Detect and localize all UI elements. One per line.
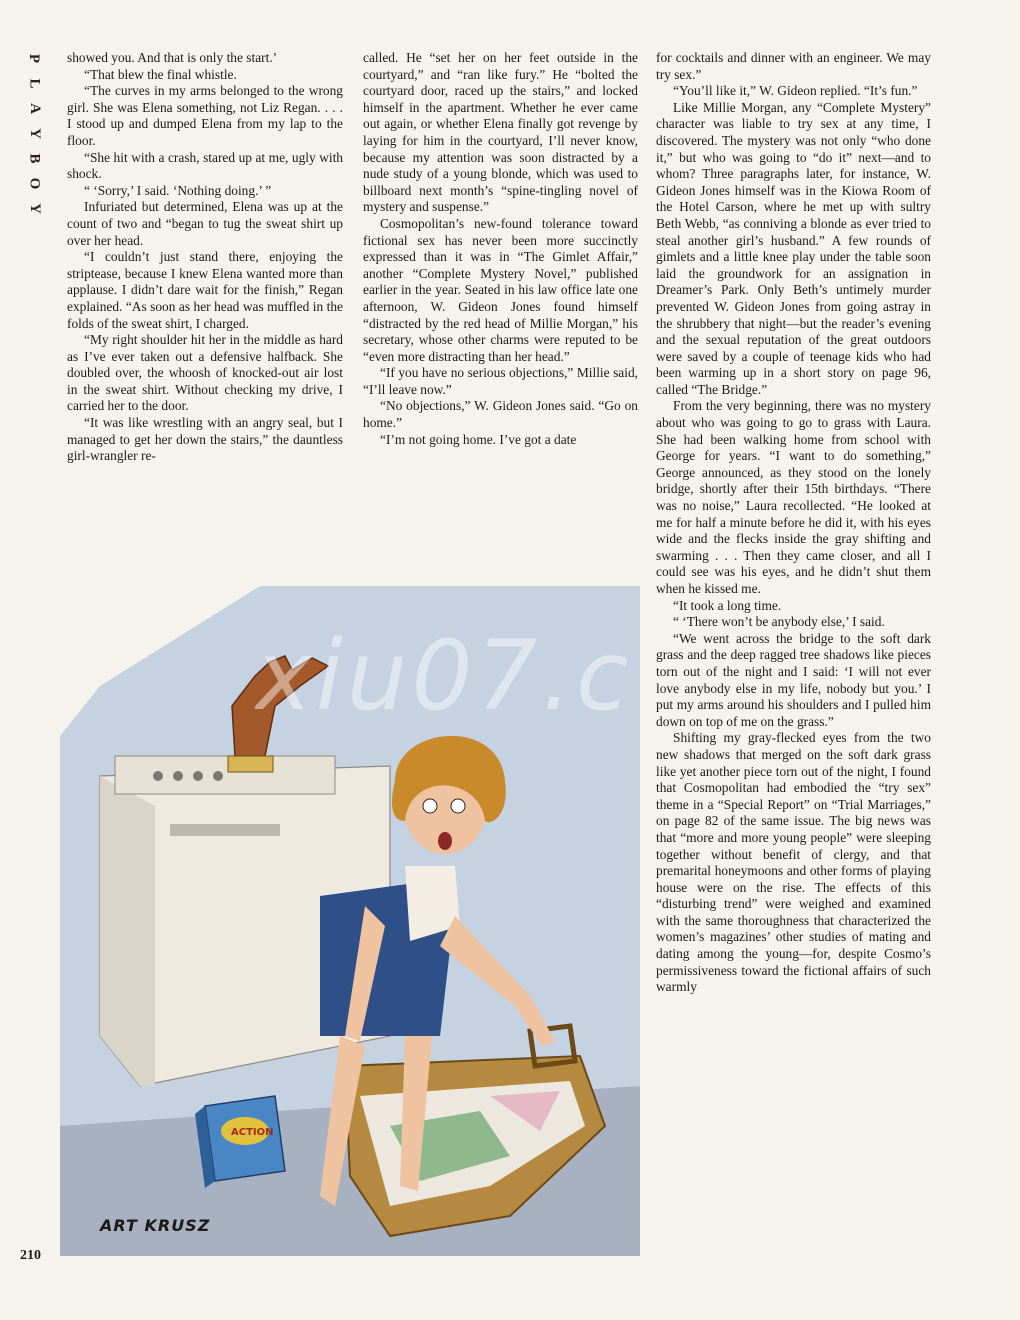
masthead-letter: B <box>26 153 43 164</box>
paragraph: “We went across the bridge to the soft dark grass and the deep ragged tree shadows like pieces torn out of the night and I said: ‘I will not ever love anybody else in my life, nobody but you.’ I put my arms around his shoulders and I pulled him down on top of me on the grass.” <box>656 630 931 729</box>
paragraph: “She hit with a crash, stared up at me, ugly with shock. <box>67 149 343 182</box>
paragraph: “ ‘Sorry,’ I said. ‘Nothing doing.’ ” <box>84 182 272 198</box>
artist-signature: ART KRUSZ <box>100 1216 211 1235</box>
paragraph: “ ‘There won’t be anybody else,’ I said. <box>673 614 885 630</box>
paragraph: “It was like wrestling with an angry seal, but I managed to get her down the stairs,” the dauntless girl-wrangler re- <box>67 415 343 464</box>
paragraph: Cosmopolitan’s new-found tolerance toward fictional sex has never been more succinctly expressed than it was in “The Gimlet Affair,” another “Complete Mystery Novel,” published earlier in the year. Seated in his law office late one afternoon, W. Gideon Jones found himself “distracted by the red head of Millie Morgan,” his secretary, whose other charms were reputed to be “even more distracting than her head.” <box>363 215 638 364</box>
page-number: 210 <box>20 1248 41 1263</box>
paragraph: “If you have no serious objections,” Millie said, “I’ll leave now.” <box>363 365 638 397</box>
paragraph: “My right shoulder hit her in the middle as hard as I’ve ever taken out a defensive halfback. She doubled over, the whoosh of knocked-out air lost in the sweat shirt. Without checking my drive, I carried her to the door. <box>67 332 343 414</box>
paragraph: called. He “set her on her feet outside in the courtyard,” and “ran like fury.” He “bolted the courtyard door, raced up the stairs,” and locked himself in the apartment. Whether he ever came out again, or whether Elena finally got revenge by laying for him in the courtyard, I’ll never know, because my attention was soon distracted by a nude study of a young blonde, which was used to billboard next month’s “spine-tingling novel of mystery and suspense.” <box>363 50 638 215</box>
paragraph: “It took a long time. <box>673 597 782 613</box>
watermark-text: xiu07.c <box>255 620 633 730</box>
masthead-letter: P <box>26 53 43 64</box>
paragraph: From the very beginning, there was no mystery about who was going to go to grass with Laura. She had been walking home from school with George for years. “I want to do something,” George announced, as they stood on the lonely bridge, shortly after their 15th birthdays. “There was no noise,” Laura recollected. “He looked at me for half a minute before he did it, with his eyes wide and the flecks inside the gray shifting and swarming . . . Then they came closer, and all I could see was his eyes, and he didn’t shut them when he kissed me. <box>656 398 931 596</box>
paragraph: “You’ll like it,” W. Gideon replied. “It’s fun.” <box>673 83 918 99</box>
paragraph: “I couldn’t just stand there, enjoying the striptease, because I knew Elena wanted more than applause. I didn’t dare wait for the finish,” Regan explained. “As soon as her head was muffled in the folds of the sweat shirt, I charged. <box>67 249 343 331</box>
masthead-letter: Y <box>26 203 43 214</box>
box-label: ACTION <box>231 1127 274 1138</box>
text-column-3 <box>656 50 931 996</box>
paragraph: Like Millie Morgan, any “Complete Mystery” character was liable to try sex at any time, I discovered. The mystery was not only “who done it,” but who was going to “do it” next—and to whom? Three paragraphs later, for instance, W. Gideon Jones himself was in the Kiowa Room of the Hotel Carson, where he met up with sultry Beth Webb, “as conniving a blonde as ever tried to steal another girl’s husband.” A few rounds of gimlets and a little knee play under the table soon laid the groundwork for an assignation in Dreamer’s Park. Only Beth’s untimely murder prevented W. Gideon Jones from going astray in the shrubbery that night—but the reader’s evening and the sexual reputation of the great outdoors were saved by a couple of teenage kids who had been warming up in a short story on page 96, called “The Bridge.” <box>656 99 931 397</box>
paragraph: “The curves in my arms belonged to the wrong girl. She was Elena something, not Liz Regan. . . . I stood up and dumped Elena from my lap to the floor. <box>67 83 343 148</box>
paragraph: “That blew the final whistle. <box>84 66 237 82</box>
text-column-2 <box>363 50 638 448</box>
paragraph: “I’m not going home. I’ve got a date <box>380 431 577 447</box>
paragraph: “No objections,” W. Gideon Jones said. “Go on home.” <box>363 398 638 431</box>
masthead-letter: Y <box>26 128 43 139</box>
paragraph: for cocktails and dinner with an engineer. We may try sex.” <box>656 50 931 82</box>
masthead-letter: O <box>26 177 43 190</box>
paragraph: Infuriated but determined, Elena was up at the count of two and “began to tug the sweat shirt up over her head. <box>67 199 343 248</box>
paragraph: showed you. And that is only the start.’ <box>67 50 278 65</box>
masthead-letter: L <box>26 78 43 89</box>
text-column-1 <box>67 50 343 465</box>
magazine-masthead <box>22 46 46 221</box>
paragraph: Shifting my gray-flecked eyes from the two new shadows that merged on the soft dark grass like yet another piece torn out of the night, I found that Cosmopolitan had embodied the “try sex” theme in a “Special Report” on “Trial Marriages,” on page 82 of the same issue. The big news was that “more and more young people” were sleeping together without benefit of clergy, and that premarital honeymoons and other forms of playing house were on the rise. The effects of this “disturbing trend” were weighed and examined with the same thoroughness that characterized the women’s magazines’ other studies of mating and dating among the young—for, despite Cosmo’s permissiveness toward the fictional affairs of such warmly <box>656 730 931 995</box>
masthead-letter: A <box>26 103 43 114</box>
